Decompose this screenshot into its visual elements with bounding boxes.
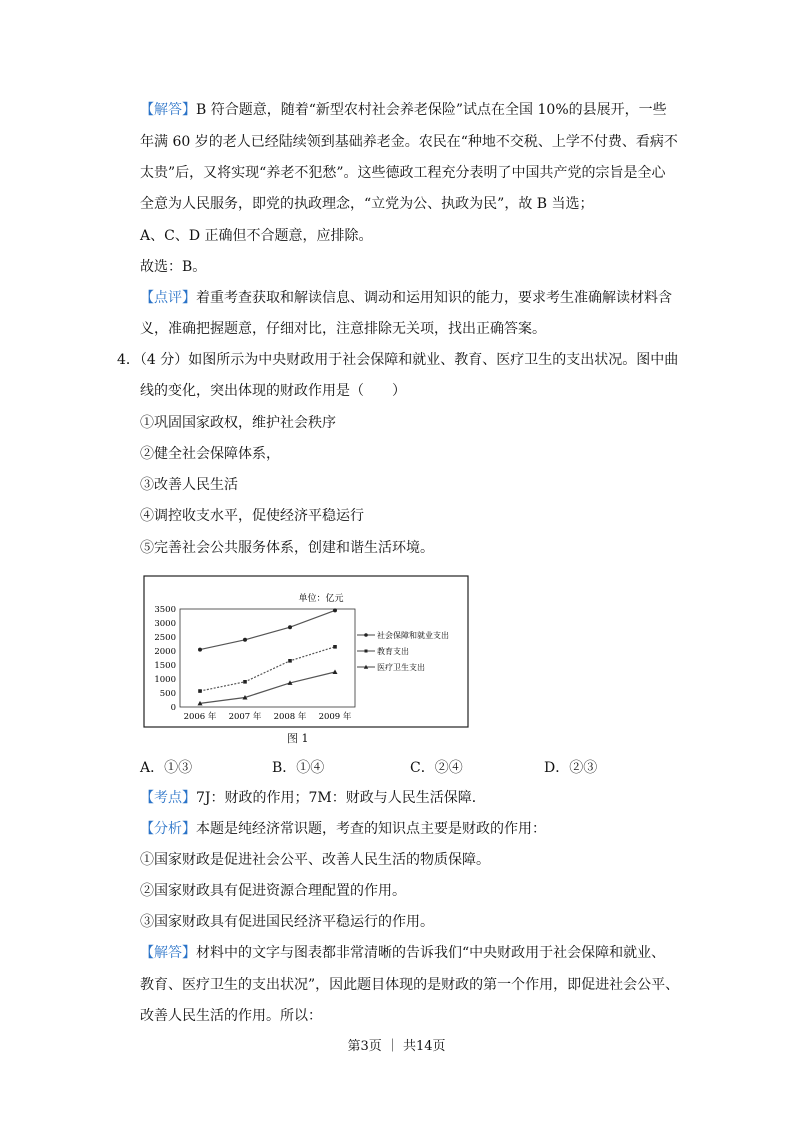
jieda4-line-2: 教育、医疗卫生的支出状况”，因此题目体现的是财政的第一个作用，即促进社会公平、: [140, 977, 680, 993]
chart-title: 单位：亿元: [298, 594, 344, 604]
fenxi-line: [140, 819, 546, 839]
y-tick-label: 3500: [154, 605, 176, 615]
jieda4-line-3: 改善人民生活的作用。所以：: [140, 1008, 322, 1024]
legend-label-0: 社会保障和就业支出: [377, 631, 449, 640]
analysis1-line-5: A、C、D 正确但不合题意，应排除。: [140, 228, 373, 244]
data-point-education: [333, 645, 337, 649]
question4-item-5: ⑤完善社会公共服务体系，创建和谐生活环境。: [140, 540, 434, 556]
analysis1-line-7: [140, 288, 672, 308]
y-tick-label: 500: [159, 689, 176, 699]
option-c: C．②④: [410, 760, 463, 776]
jieda4-line-1: [140, 943, 665, 963]
tag-fenxi: 【分析】: [140, 821, 196, 837]
data-point-social-security: [243, 638, 247, 642]
legend-label-2: 医疗卫生支出: [377, 663, 425, 672]
analysis1-text-1: B 符合题意，随着“新型农村社会养老保险”试点在全国 10%的县展开，一些: [196, 102, 667, 118]
data-point-education: [288, 659, 292, 663]
y-tick-label: 1000: [154, 675, 176, 685]
x-tick-label: 2009 年: [318, 712, 352, 722]
analysis1-line-1: [140, 100, 667, 120]
page-footer: 第3页 ｜ 共14页: [347, 1039, 446, 1054]
question4-stem-1: 4．（4 分）如图所示为中央财政用于社会保障和就业、教育、医疗卫生的支出状况。图中曲: [117, 352, 679, 368]
legend-marker-0: [364, 633, 368, 637]
kaodian-text: 7J：财政的作用；7M：财政与人民生活保障．: [196, 790, 486, 806]
legend-label-1: 教育支出: [377, 647, 409, 656]
legend-marker-1: [365, 650, 368, 653]
tag-dianping: 【点评】: [140, 290, 196, 306]
y-tick-label: 3000: [154, 619, 176, 629]
question4-item-3: ③改善人民生活: [140, 477, 238, 493]
data-point-education: [243, 680, 247, 684]
option-b: B．①④: [272, 760, 325, 776]
tag-kaodian: 【考点】: [140, 790, 196, 806]
analysis1-line-3: 太贵”后，又将实现“养老不犯愁”。这些德政工程充分表明了中国共产党的宗旨是全心: [140, 165, 666, 181]
fenxi-text: 本题是纯经济常识题，考查的知识点主要是财政的作用：: [196, 821, 546, 837]
tag-jieda: 【解答】: [140, 102, 196, 118]
analysis1-line-6: 故选：B。: [140, 259, 207, 275]
y-tick-label: 0: [170, 703, 176, 713]
x-tick-label: 2006 年: [183, 712, 217, 722]
analysis1-line-2: 年满 60 岁的老人已经陆续领到基础养老金。农民在“种地不交税、上学不付费、看病不: [140, 134, 678, 150]
question4-stem-2: 线的变化，突出体现的财政作用是（ ）: [140, 383, 406, 399]
data-point-social-security: [333, 608, 337, 612]
fenxi-point-3: ③国家财政具有促进国民经济平稳运行的作用。: [140, 914, 434, 930]
x-tick-label: 2008 年: [273, 712, 307, 722]
expenditure-line-chart: [143, 575, 469, 728]
y-tick-label: 2500: [154, 633, 176, 643]
data-point-education: [198, 689, 202, 693]
data-point-social-security: [198, 648, 202, 652]
question4-item-2: ②健全社会保障体系，: [140, 446, 280, 462]
question4-item-1: ①巩固国家政权，维护社会秩序: [140, 415, 336, 431]
fenxi-point-2: ②国家财政具有促进资源合理配置的作用。: [140, 883, 406, 899]
data-point-social-security: [288, 625, 292, 629]
y-tick-label: 1500: [154, 661, 176, 671]
y-tick-label: 2000: [154, 647, 176, 657]
x-tick-label: 2007 年: [228, 712, 262, 722]
tag-jieda-4: 【解答】: [140, 945, 196, 961]
analysis1-line-4: 全意为人民服务，即党的执政理念，“立党为公、执政为民”，故 B 当选；: [140, 196, 594, 212]
fenxi-point-1: ①国家财政是促进社会公平、改善人民生活的物质保障。: [140, 852, 490, 868]
kaodian-line: [140, 788, 486, 808]
option-a: A．①③: [140, 760, 193, 776]
analysis1-line-8: 义，准确把握题意，仔细对比，注意排除无关项，找出正确答案。: [140, 321, 546, 337]
jieda4-text-1: 材料中的文字与图表都非常清晰的告诉我们“中央财政用于社会保障和就业、: [196, 945, 666, 961]
chart-caption: 图 1: [287, 732, 309, 745]
question4-item-4: ④调控收支水平，促使经济平稳运行: [140, 508, 364, 524]
option-d: D．②③: [544, 760, 598, 776]
dianping-text: 着重考查获取和解读信息、调动和运用知识的能力，要求考生准确解读材料含: [196, 290, 672, 306]
